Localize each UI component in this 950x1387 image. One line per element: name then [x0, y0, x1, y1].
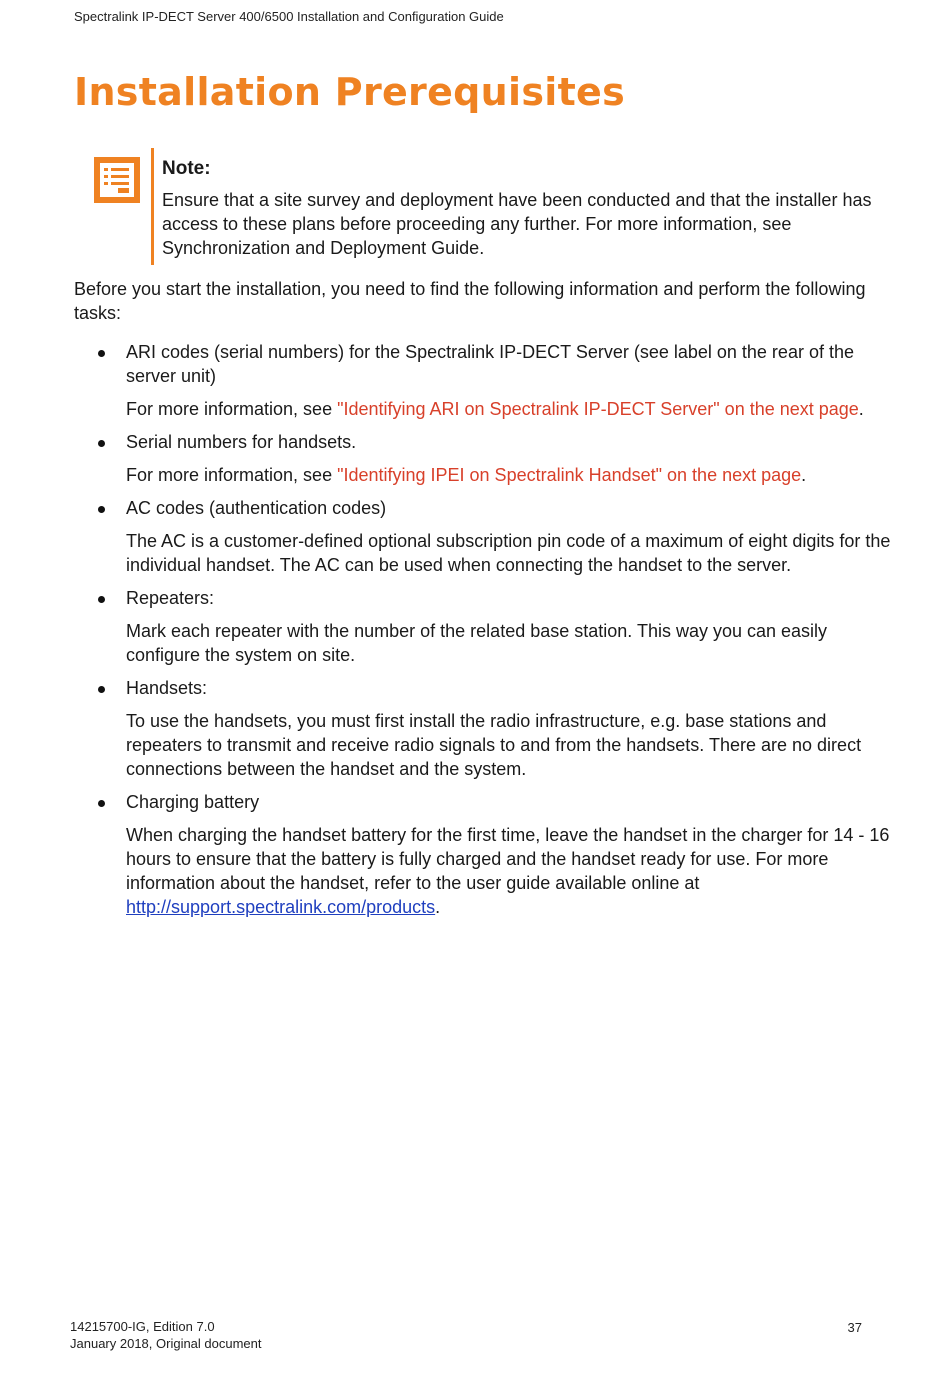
footer-doc-info	[70, 1318, 262, 1352]
prerequisite-list	[74, 340, 894, 928]
desc-prefix: When charging the handset battery for the first time, leave the handset in the charger for 14 - 16 hours to ensure that the battery is fully charged and the handset ready for use. For more information about the handset, refer to the user guide available online at	[126, 825, 890, 893]
bullet-icon	[98, 506, 105, 513]
desc-prefix: For more information, see	[126, 399, 338, 419]
note-list-icon	[92, 155, 142, 205]
note-box	[162, 157, 894, 260]
item-description: To use the handsets, you must first install the radio infrastructure, e.g. base stations and repeaters to transmit and receive radio signals to and from the handsets. There are no direct connections between the handset and the system.	[126, 711, 862, 779]
note-heading: Note:	[162, 158, 211, 179]
list-item-handsets	[74, 676, 894, 781]
list-item-charging-battery	[74, 790, 894, 919]
desc-suffix: .	[801, 465, 807, 485]
running-header: Spectralink IP-DECT Server 400/6500 Installation and Configuration Guide	[74, 9, 504, 24]
item-description	[126, 463, 894, 487]
page-number: 37	[847, 1320, 862, 1335]
support-url-link[interactable]: http://support.spectralink.com/products	[126, 897, 436, 917]
footer-date: January 2018, Original document	[70, 1336, 262, 1351]
xref-identifying-ipei-link[interactable]: "Identifying IPEI on Spectralink Handset" on the next page	[337, 465, 802, 485]
page-title: Installation Prerequisites	[74, 70, 626, 114]
item-description: Mark each repeater with the number of the related base station. This way you can easily configure the system on site.	[126, 621, 828, 665]
list-item-ac-codes	[74, 496, 894, 577]
item-title: Handsets:	[126, 678, 208, 698]
item-description	[126, 397, 894, 421]
bullet-icon	[98, 800, 105, 807]
item-title: Repeaters:	[126, 588, 215, 608]
bullet-icon	[98, 440, 105, 447]
bullet-icon	[98, 350, 105, 357]
note-divider	[151, 148, 154, 265]
note-text: Ensure that a site survey and deployment have been conducted and that the installer has access to these plans before proceeding any further. For more information, see Synchronization and Deployment Guide.	[162, 190, 872, 258]
item-title: Charging battery	[126, 792, 260, 812]
bullet-icon	[98, 596, 105, 603]
desc-suffix: .	[858, 399, 864, 419]
list-item-serial-numbers	[74, 430, 894, 487]
item-description: The AC is a customer-defined optional subscription pin code of a maximum of eight digits for the individual handset. The AC can be used when connecting the handset to the server.	[126, 531, 891, 575]
footer-doc-id: 14215700-IG, Edition 7.0	[70, 1319, 215, 1334]
desc-suffix: .	[435, 897, 441, 917]
item-title: AC codes (authentication codes)	[126, 498, 387, 518]
item-title: Serial numbers for handsets.	[126, 432, 357, 452]
bullet-icon	[98, 686, 105, 693]
list-item-repeaters	[74, 586, 894, 667]
list-item-ari-codes	[74, 340, 894, 421]
intro-paragraph: Before you start the installation, you need to find the following information and perform the following tasks:	[74, 279, 866, 323]
desc-prefix: For more information, see	[126, 465, 338, 485]
item-title: ARI codes (serial numbers) for the Spectralink IP-DECT Server (see label on the rear of the server unit)	[126, 342, 854, 386]
item-description	[126, 823, 894, 919]
xref-identifying-ari-link[interactable]: "Identifying ARI on Spectralink IP-DECT Server" on the next page	[337, 399, 859, 419]
